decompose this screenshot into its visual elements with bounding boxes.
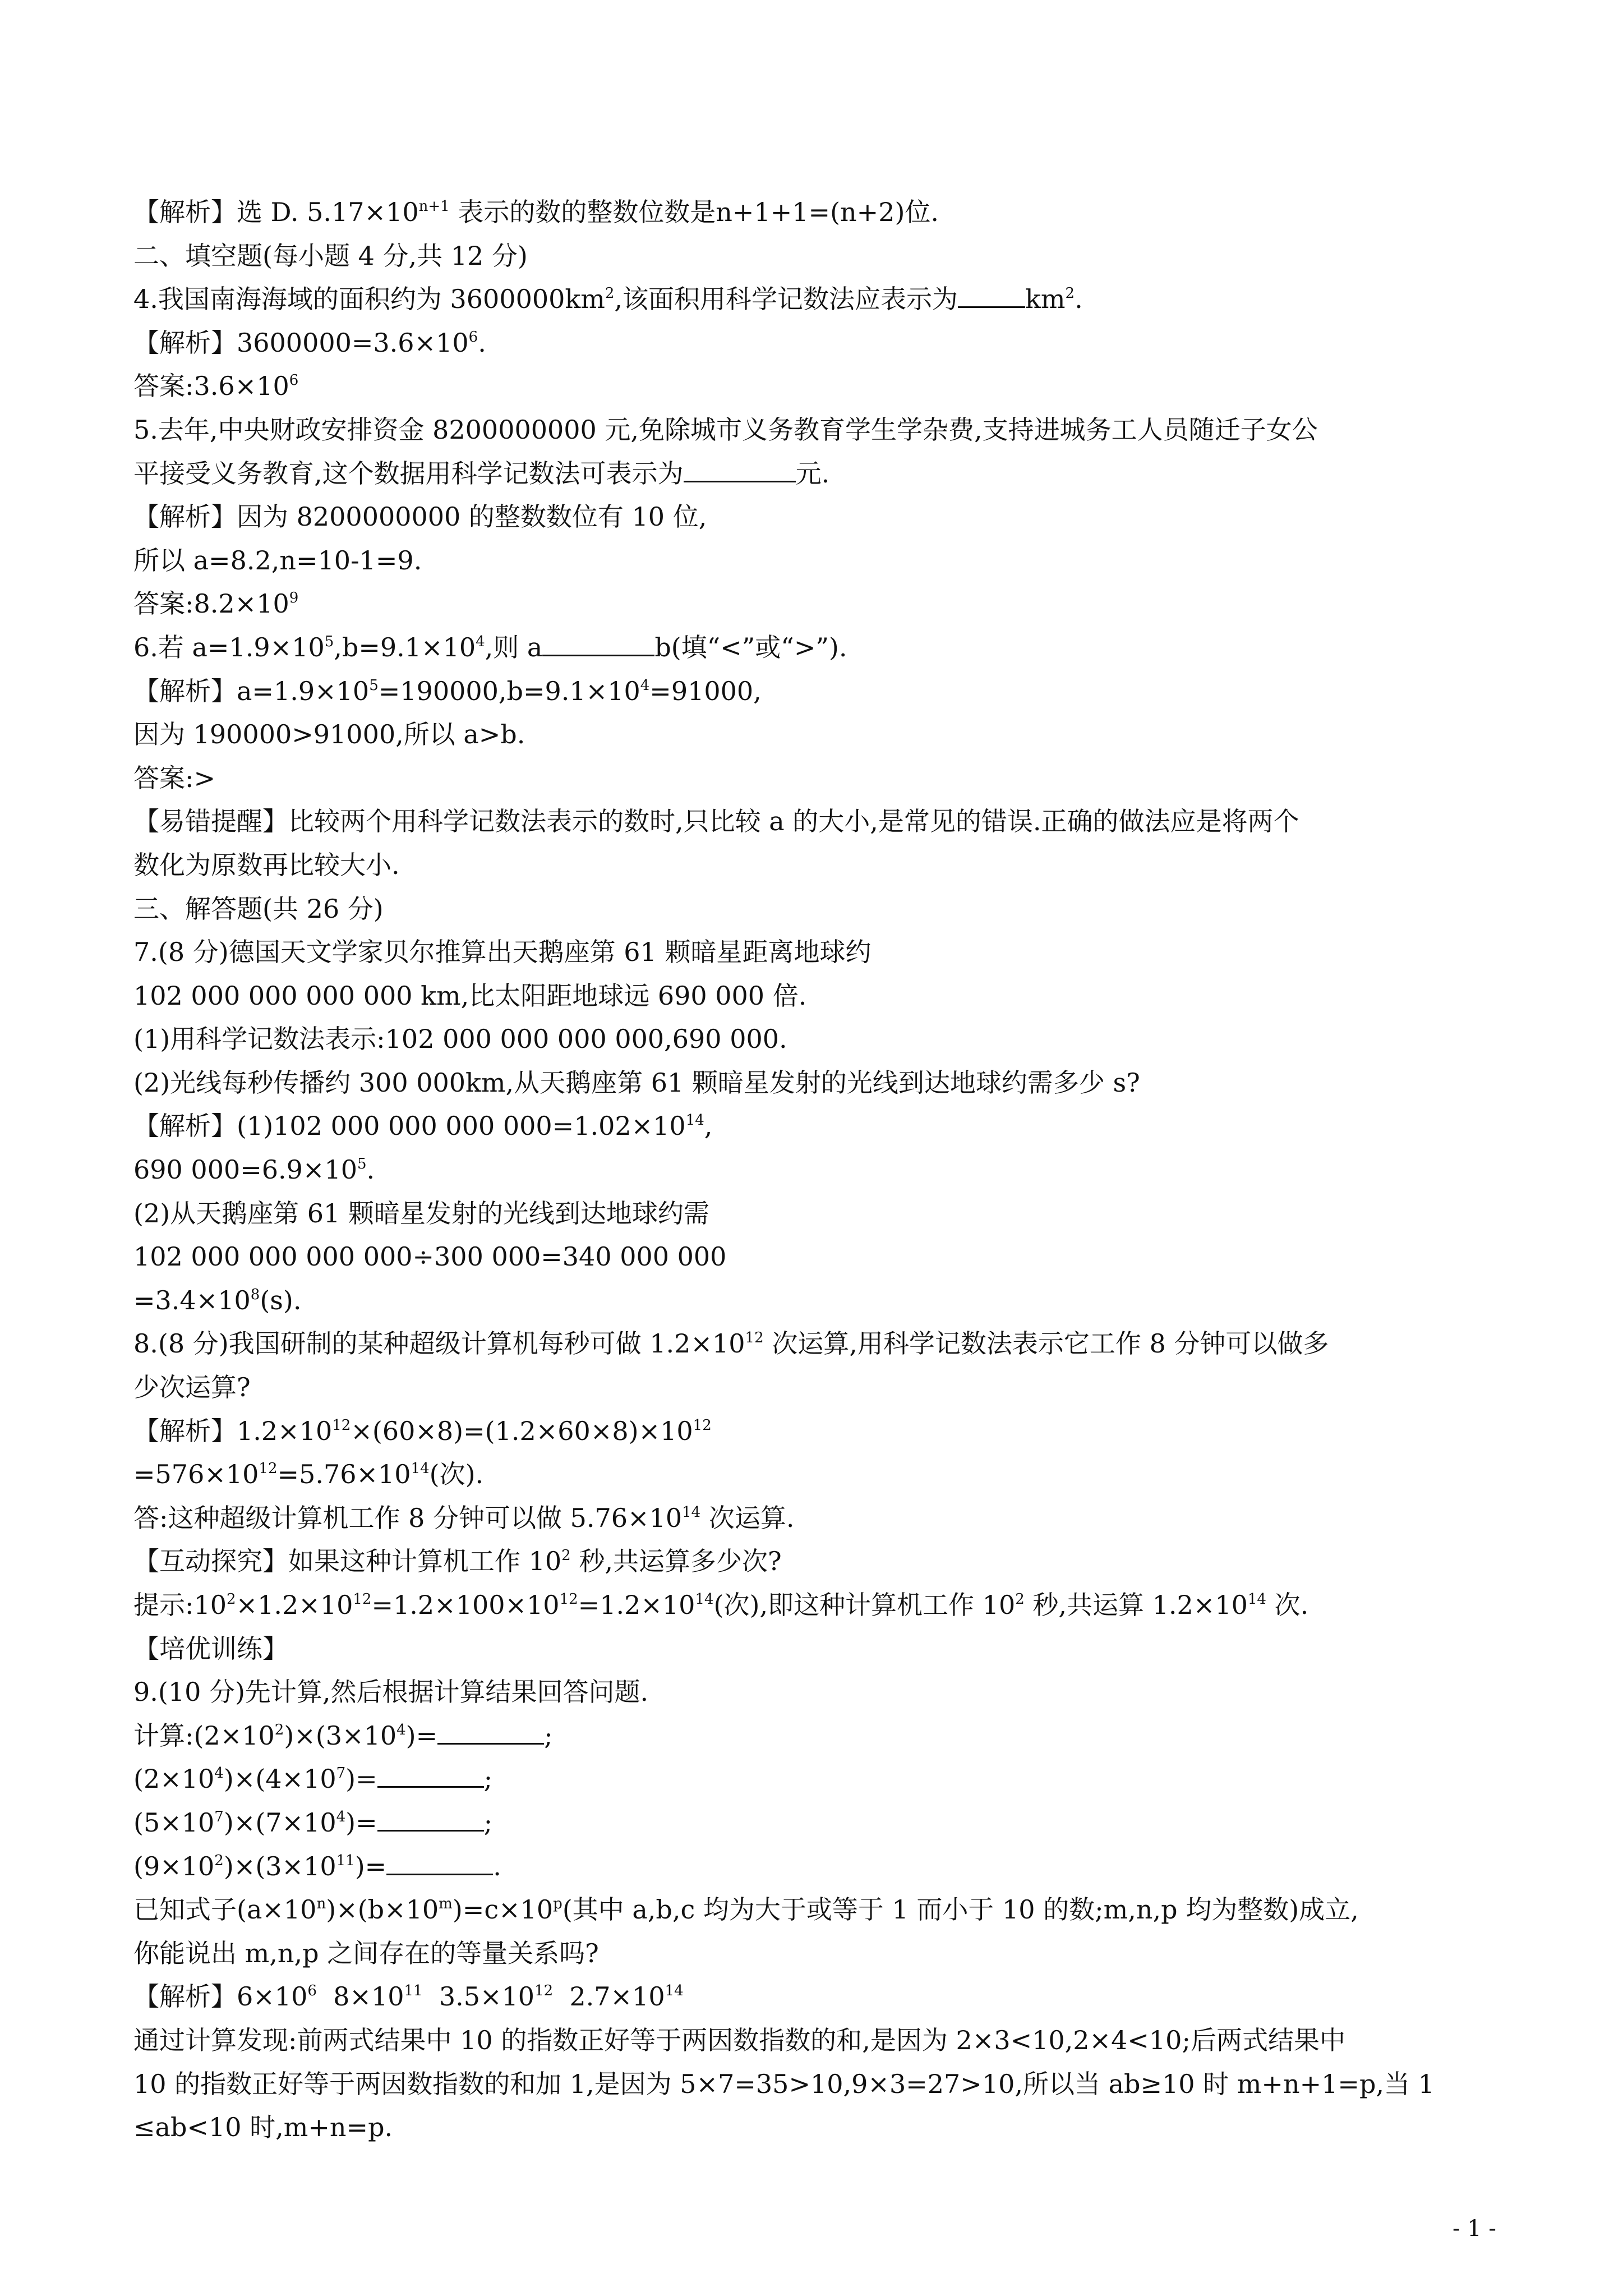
q7-analysis-line4: 102 000 000 000 000÷300 000=340 000 000 [133,1241,727,1272]
q7-part1: (1)用科学记数法表示:102 000 000 000 000,690 000. [133,1024,787,1055]
q8-explore: 【互动探究】如果这种计算机工作 $10^2$ 秒,共运算多少次? [133,1546,782,1577]
answer-blank[interactable] [958,306,1025,308]
q7-question-line2: 102 000 000 000 000 km,比太阳距地球远 690 000 倍. [133,980,807,1011]
q9-discover-line2: 10 的指数正好等于两因数指数的和加 1,是因为 5×7=35>10,9×3=27>10,所以当 ab≥10 时 m+n+1=p,当 1 [133,2068,1435,2099]
q6-question: 6.若 $a=1.9\times 10^5,b=9.1\times 10^4$,则 a b(填“<”或“>”). [133,632,847,662]
q7-analysis-line1: 【解析】(1)102 000 000 000 $000=1.02\times 10^{14}$, [133,1111,713,1142]
answer-blank[interactable] [377,1786,484,1788]
q7-part2: (2)光线每秒传播约 300 000km,从天鹅座第 61 颗暗星发射的光线到达地球约需多少 s? [133,1067,1140,1098]
answer-blank[interactable] [684,480,796,482]
section-title-fill-in: 二、填空题(每小题 4 分,共 12 分) [133,240,528,271]
page-number: - 1 - [1453,2216,1496,2242]
q6-analysis: 【解析】$a=1.9\times 10^5=190000,b=9.1\times 10^4=91000$, [133,675,762,706]
q9-analysis: 【解析】$6\times 10^6$ $8\times 10^{11}$ $3.5\times 10^{12}$ $2.7\times 10^{14}$ [133,1981,684,2012]
q9-calc2: $(2\times 10^4)\times(4\times 10^7)=$ ; [133,1764,493,1795]
answer-blank[interactable] [542,654,654,656]
q9-discover-line3: ≤ab<10 时,m+n=p. [133,2112,393,2143]
q3-analysis: 【解析】选 D. $5.17\times 10^{n+1}$ 表示的数的整数位数是n+1+1=(n+2)位. [133,197,939,227]
q7-question-line1: 7.(8 分)德国天文学家贝尔推算出天鹅座第 61 颗暗星距离地球约 [133,937,872,968]
q5-answer: 答案$:8.2\times 10^9$ [133,588,299,619]
q7-analysis-line3: (2)从天鹅座第 61 颗暗星发射的光线到达地球约需 [133,1198,709,1228]
q5-analysis-line2: 所以 a=8.2,n=10-1=9. [133,545,422,576]
q6-answer: 答案:> [133,762,216,793]
answer-blank[interactable] [437,1742,544,1745]
section-title-solve: 三、解答题(共 26 分) [133,893,384,924]
q4-answer: 答案$:3.6\times 10^6$ [133,371,299,402]
q6-tip-line2: 数化为原数再比较大小. [133,849,400,880]
q9-question: 9.(10 分)先计算,然后根据计算结果回答问题. [133,1677,649,1708]
answer-blank[interactable] [377,1829,484,1832]
q9-calc1: 计算$:(2\times 10^2)\times(3\times 10^4)=$ ; [133,1720,553,1751]
q5-question-line1: 5.去年,中央财政安排资金 8200000000 元,免除城市义务教育学生学杂费,支持进城务工人员随迁子女公 [133,414,1318,445]
q8-question-line2: 少次运算? [133,1372,251,1403]
q5-question-line2: 平接受义务教育,这个数据用科学记数法可表示为 元. [133,458,830,489]
q8-analysis-line2: $=576\times 10^{12}=5.76\times 10^{14}$(次). [133,1459,484,1490]
q9-calc4: $(9\times 10^2)\times(3\times 10^{11})=$ . [133,1851,501,1881]
q8-analysis-line1: 【解析】$1.2\times 10^{12}\times(60\times 8)=(1.2\times 60\times 8)\times 10^{12}$ [133,1415,712,1446]
q4-question: 4.我国南海海域的面积约为 $3600000km^2$,该面积用科学记数法应表示为 $km^2$. [133,284,1083,315]
training-title: 【培优训练】 [133,1633,288,1664]
q9-calc3: $(5\times 10^7)\times(7\times 10^4)=$ ; [133,1807,493,1838]
q9-known: 已知式子$(a\times 10^n)\times(b\times 10^m)=c\times 10^p$(其中 a,b,c 均为大于或等于 1 而小于 10 的数;m,n,p 均为整数)成立, [133,1894,1359,1925]
q6-analysis-line2: 因为 190000>91000,所以 a>b. [133,719,525,750]
q5-analysis-line1: 【解析】因为 8200000000 的整数数位有 10 位, [133,501,707,532]
answer-blank[interactable] [386,1873,493,1875]
q8-question-line1: 8.(8 分)我国研制的某种超级计算机每秒可做 $1.2\times 10^{12}$ 次运算,用科学记数法表示它工作 8 分钟可以做多 [133,1328,1329,1359]
q8-hint: 提示$:10^2\times 1.2\times 10^{12}=1.2\times 100\times 10^{12}=1.2\times 10^{14}$(次),即这种计算机工作 $10^2$ 秒,共运算 $1.2\times 10^{14}$ 次. [133,1590,1309,1620]
page-content [133,191,1491,2150]
q7-analysis-line2: 690 $000=6.9\times 10^5$. [133,1154,375,1185]
q4-analysis: 【解析】$3600000=3.6\times 10^6$. [133,327,486,358]
q6-tip-line1: 【易错提醒】比较两个用科学记数法表示的数时,只比较 a 的大小,是常见的错误.正确的做法应是将两个 [133,806,1299,837]
q8-answer: 答:这种超级计算机工作 8 分钟可以做 $5.76\times 10^{14}$ 次运算. [133,1502,795,1533]
q7-analysis-line5: $=3.4\times 10^8(s)$. [133,1285,302,1315]
q9-ask: 你能说出 m,n,p 之间存在的等量关系吗? [133,1938,599,1968]
q9-discover-line1: 通过计算发现:前两式结果中 10 的指数正好等于两因数指数的和,是因为 2×3<10,2×4<10;后两式结果中 [133,2024,1345,2055]
